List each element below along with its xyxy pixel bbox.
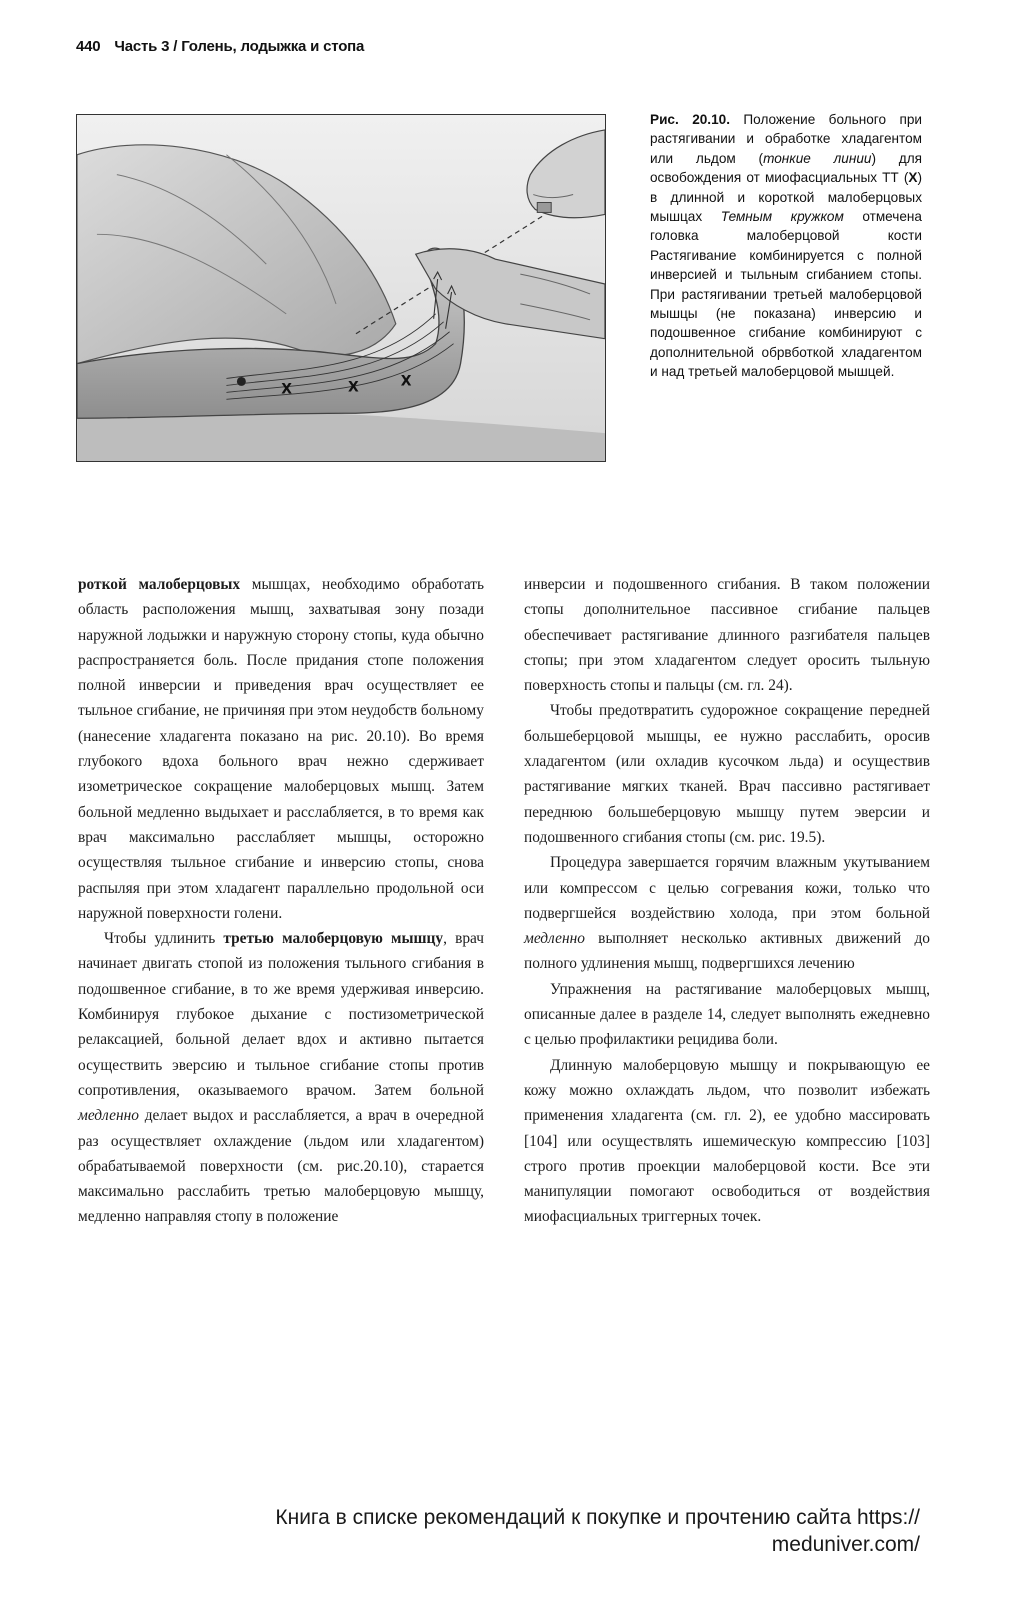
figure-illustration [76,114,606,462]
paragraph-text: мышцах, необходимо обработать область расположения мышц, захватывая зону позади наружной лодыжки и наружную сторону стопы, куда обычно распространяется боль. После придания стопе положения полной инверсии и приведения врач осуществляет ее тыльное сгибание, не причиняя при этом неудобств больному (нанесение хладагента показано на рис. 20.10). Во время глубокого вдоха больного врач нежно сдерживает изометрическое сокращение малоберцовых мышц. Затем больной медленно выдыхает и расслабляется, в то время как врач максимально расслабляет мышцы, осторожно осуществляя тыльное сгибание и инверсию стопы, снова распыляя при этом хладагент параллельно продольной оси наружной поверхности голени. [78,576,485,922]
section-title: Часть 3 / Голень, лодыжка и стопа [114,38,365,55]
figure-caption [650,110,922,382]
paragraph [524,850,930,976]
leg-stretch-drawing [77,115,605,461]
bold-term: роткой малоберцовых [78,576,241,593]
footer-note [160,1504,920,1558]
italic-term: медленно [78,1107,139,1125]
running-head [76,38,364,55]
paragraph: инверсии и подошвенного сгибания. В таком положении стопы дополнительное пассивное сгибание пальцев обеспечивает растягивание длинного разгибателя пальцев стопы; при этом хладагентом следует оросить тыльную поверхность стопы и пальцы (см. гл. 24). [524,576,930,695]
caption-text: ) для освобождения от миофасциальных ТТ ( [650,150,922,186]
caption-italic: Темным кружком [720,209,844,225]
paragraph-text: Процедура завершается горячим влажным укутыванием или компрессом с целью согревания кожи, только что подвергшейся воздействию холода, при этом больной [524,854,930,922]
caption-text: Положение больного при растягивании и обработке хладагентом или льдом ( [650,112,922,166]
left-column [78,572,484,1230]
footer-line: Книга в списке рекомендаций к покупке и прочтению сайта https:// [275,1506,920,1529]
trigger-point-mark: X [281,381,292,398]
caption-label: Рис. 20.10. [650,112,730,127]
paragraph-text: делает выдох и расслабляется, а врач в очередной раз осуществляет охлаждение (льдом или хладагентом) обрабатываемой поверхности (см. рис.20.10), старается максимально расслабить третью малоберцовую мышцу, медленно направляя стопу в положение [78,1107,484,1226]
trigger-point-mark: X [347,379,359,396]
footer-line: meduniver.com/ [771,1533,920,1556]
caption-text: отмечена головка малоберцовой кости Растягивание комбинируется с полной инверсией и тыльным сгибанием стопы. При растягивании третьей малоберцовой мышцы (не показана) инверсию и подошвенное сгибание комбинируют с дополнительной обрвботкой хладагентом и над третьей малоберцовой мышцей. [650,209,922,380]
paragraph-text: Чтобы удлинить [104,930,224,948]
italic-term: медленно [524,930,585,948]
paragraph: Упражнения на растягивание малоберцовых мышц, описанные далее в разделе 14, следует выполнять ежедневно с целью профилактики рецидива боли. [524,980,930,1049]
paragraph: Длинную малоберцовую мышцу и покрывающую ее кожу можно охлаждать льдом, что позволит избежать применения хладагента (см. гл. 2), ее удобно массировать [104] или осуществлять ишемическую компрессию [103] строго против проекции малоберцовой кости. Все эти манипуляции помогают освободиться от воздействия миофасциальных триггерных точек. [524,1056,930,1226]
paragraph-text: , врач начинает двигать стопой из положения тыльного сгибания в подошвенное сгибание, в то же время удерживая инверсию. Комбинируя глубокое дыхание с постизометрической релаксацией, больной делает вдох и активно пытается осуществить эверсию и тыльное сгибание стопы против сопротивления, оказываемого врачом. Затем больной [78,930,484,1099]
paragraph: Чтобы предотвратить судорожное сокращение передней большеберцовой мышцы, ее нужно расслабить, оросив хладагентом (или охладив кусочком льда) и осуществив растягивание мягких тканей. Врач пассивно растягивает переднюю большеберцовую мышцу путем эверсии и подошвенного сгибания стопы (см. рис. 19.5). [524,702,930,846]
caption-text: ) в длинной и короткой малоберцовых мышцах [650,170,922,225]
caption-italic: тонкие линии [763,150,872,166]
trigger-point-mark: X [400,373,412,390]
right-column [524,572,930,1230]
paragraph [78,926,484,1230]
paragraph [78,572,484,926]
bold-term: третью малоберцовую мышцу [223,930,444,948]
page-number: 440 [76,38,101,55]
paragraph-text: выполняет несколько активных движений до полного удлинения мышц, подвергшихся лечению [524,930,930,973]
caption-bold: X [908,170,918,186]
